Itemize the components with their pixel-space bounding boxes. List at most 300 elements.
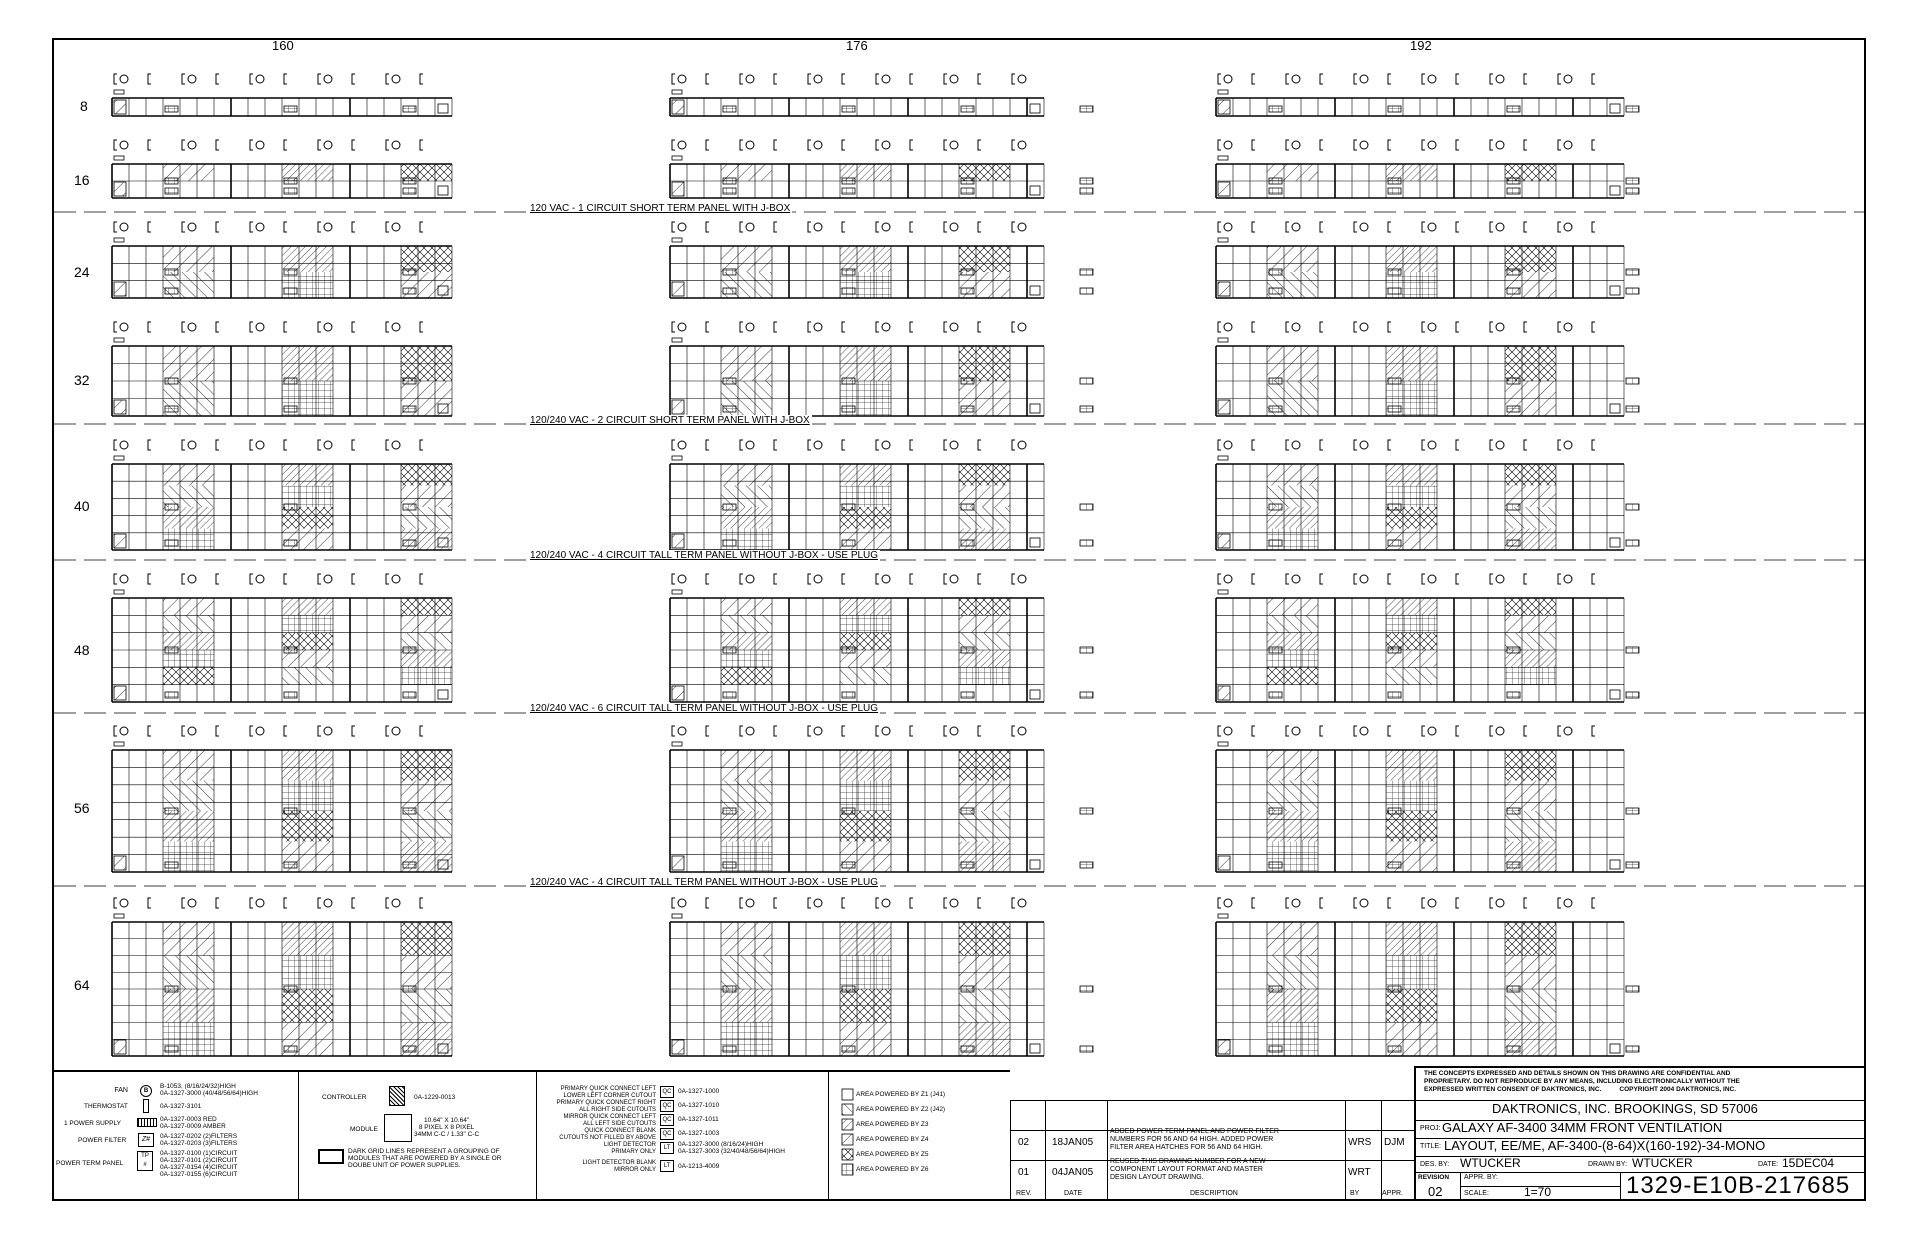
bracket-mark bbox=[978, 898, 981, 908]
bracket-mark bbox=[420, 440, 423, 450]
fan-icon bbox=[256, 323, 264, 331]
power-supply-icon bbox=[1507, 862, 1520, 868]
fan-icon bbox=[392, 575, 400, 583]
bracket-mark bbox=[1558, 322, 1561, 332]
fan-icon: B bbox=[140, 1085, 152, 1097]
thermostat-icon bbox=[672, 238, 682, 242]
fan-icon bbox=[1224, 441, 1232, 449]
fan-icon bbox=[1564, 223, 1572, 231]
power-supply-icon bbox=[842, 808, 855, 814]
fan-icon bbox=[746, 223, 754, 231]
bracket-mark bbox=[1320, 898, 1323, 908]
power-supply-icon bbox=[1626, 540, 1639, 546]
bracket-mark bbox=[876, 440, 879, 450]
power-supply-icon bbox=[961, 178, 974, 184]
thermostat-icon bbox=[143, 1099, 149, 1113]
power-area-hatch bbox=[1267, 750, 1318, 781]
fan-icon bbox=[814, 575, 822, 583]
bracket-mark bbox=[1218, 322, 1221, 332]
bracket-mark bbox=[216, 726, 219, 736]
power-area-hatch bbox=[401, 246, 452, 272]
power-supply-icon bbox=[1626, 862, 1639, 868]
project-name: GALAXY AF-3400 34MM FRONT VENTILATION bbox=[1442, 1120, 1723, 1135]
legend-light-detector-part: 0A-1327-3000 (8/16/24)HIGH 0A-1327-3003 (32/40/48/56/64)HIGH bbox=[678, 1141, 785, 1155]
power-supply-icon bbox=[403, 378, 416, 384]
term-panel-icon bbox=[1218, 856, 1230, 870]
fan-icon bbox=[950, 223, 958, 231]
power-supply-icon bbox=[1507, 106, 1520, 112]
power-supply-icon bbox=[1626, 692, 1639, 698]
fan-icon bbox=[188, 323, 196, 331]
bracket-mark bbox=[1218, 898, 1221, 908]
power-area-hatch bbox=[1386, 529, 1437, 551]
drafter: WTUCKER bbox=[1632, 1156, 1693, 1170]
bracket-mark bbox=[1592, 726, 1595, 736]
legend-thermostat-part: 0A-1327-3101 bbox=[160, 1103, 202, 1110]
power-supply-icon bbox=[403, 986, 416, 992]
bracket-mark bbox=[1388, 726, 1391, 736]
thermostat-icon bbox=[114, 338, 124, 342]
power-supply-icon bbox=[1269, 862, 1282, 868]
power-area-hatch bbox=[840, 750, 891, 781]
quick-connect-icon: QC bbox=[660, 1114, 674, 1126]
power-supply-icon bbox=[842, 504, 855, 510]
bracket-mark bbox=[352, 322, 355, 332]
bracket-mark bbox=[1388, 74, 1391, 84]
fan-icon bbox=[1292, 323, 1300, 331]
bracket-mark bbox=[944, 574, 947, 584]
power-area-hatch bbox=[1505, 750, 1556, 781]
bracket-mark bbox=[318, 322, 321, 332]
power-supply-icon bbox=[1080, 188, 1093, 194]
legend-qc-primary-right-part: 0A-1327-1010 bbox=[678, 1102, 720, 1109]
fan-icon bbox=[1224, 323, 1232, 331]
company-name: DAKTRONICS, INC. BROOKINGS, SD 57006 bbox=[1492, 1101, 1758, 1116]
bracket-mark bbox=[182, 574, 185, 584]
legend-dark-grid-note: DARK GRID LINES REPRESENT A GROUPING OF MODULES THAT ARE POWERED BY A SINGLE OR DOUBE UNIT OF POWER SUPPLIES. bbox=[348, 1148, 502, 1169]
power-supply-icon bbox=[1269, 288, 1282, 294]
bracket-mark bbox=[1592, 222, 1595, 232]
fan-icon bbox=[188, 575, 196, 583]
display-layout-4-1 bbox=[670, 440, 1093, 550]
power-supply-icon bbox=[284, 692, 297, 698]
bracket-mark bbox=[1286, 140, 1289, 150]
power-area-hatch bbox=[1505, 598, 1556, 615]
bracket-mark bbox=[148, 574, 151, 584]
bracket-mark bbox=[1456, 140, 1459, 150]
fan-icon bbox=[1292, 141, 1300, 149]
bracket-mark bbox=[1320, 140, 1323, 150]
quick-connect-icon bbox=[438, 186, 448, 195]
bracket-mark bbox=[1456, 74, 1459, 84]
display-layout-7-2 bbox=[1216, 898, 1639, 1056]
bracket-mark bbox=[148, 726, 151, 736]
fan-icon bbox=[1018, 323, 1026, 331]
light-detector-blank-icon: LT bbox=[660, 1160, 674, 1172]
legend-term-panel-part: 0A-1327-0100 (1)CIRCUIT 0A-1327-0101 (2)CIRCUIT 0A-1327-0154 (4)CIRCUIT 0A-1327-0155 (6)CIRCUIT bbox=[160, 1150, 238, 1178]
rev-col-line-2 bbox=[1107, 1101, 1108, 1201]
bracket-mark bbox=[1524, 898, 1527, 908]
power-supply-icon bbox=[1080, 692, 1093, 698]
term-panel-icon bbox=[1218, 100, 1230, 114]
power-supply-icon bbox=[1080, 808, 1093, 814]
fan-icon bbox=[324, 899, 332, 907]
power-supply-icon bbox=[1626, 986, 1639, 992]
bracket-mark bbox=[1592, 74, 1595, 84]
drawing-scale: 1=70 bbox=[1524, 1185, 1552, 1199]
bracket-mark bbox=[808, 898, 811, 908]
power-supply-icon bbox=[723, 269, 736, 275]
display-layout-2-1 bbox=[670, 222, 1093, 298]
legend-power-supply-label: 1 POWER SUPPLY bbox=[64, 1120, 121, 1127]
bracket-mark bbox=[420, 898, 423, 908]
divider-caption-1: 120 VAC - 1 CIRCUIT SHORT TERM PANEL WITH J-BOX bbox=[530, 203, 791, 214]
power-supply-icon bbox=[403, 106, 416, 112]
power-supply-icon bbox=[165, 288, 178, 294]
bracket-mark bbox=[672, 440, 675, 450]
power-supply-icon bbox=[1080, 269, 1093, 275]
bracket-mark bbox=[944, 140, 947, 150]
power-supply-icon bbox=[165, 178, 178, 184]
legend-power-filter-part: 0A-1327-0202 (2)FILTERS 0A-1327-0203 (3)FILTERS bbox=[160, 1133, 238, 1147]
quick-connect-icon bbox=[1030, 538, 1040, 547]
term-panel-icon bbox=[1218, 282, 1230, 296]
thermostat-icon bbox=[672, 914, 682, 918]
fan-icon bbox=[1428, 223, 1436, 231]
legend-area-z3: AREA POWERED BY Z3 bbox=[856, 1121, 929, 1128]
bracket-mark bbox=[1012, 322, 1015, 332]
bracket-mark bbox=[1218, 74, 1221, 84]
power-supply-icon bbox=[961, 986, 974, 992]
bracket-mark bbox=[910, 222, 913, 232]
bracket-mark bbox=[808, 440, 811, 450]
term-panel-icon bbox=[114, 856, 126, 870]
thermostat-icon bbox=[672, 338, 682, 342]
bracket-mark bbox=[774, 440, 777, 450]
fan-icon bbox=[1564, 75, 1572, 83]
bracket-mark bbox=[1524, 222, 1527, 232]
bracket-mark bbox=[1490, 140, 1493, 150]
fan-icon bbox=[882, 75, 890, 83]
display-layout-0-1 bbox=[670, 74, 1093, 116]
bracket-mark bbox=[774, 140, 777, 150]
power-supply-icon bbox=[1269, 378, 1282, 384]
bracket-mark bbox=[706, 726, 709, 736]
row-label-24: 24 bbox=[74, 264, 90, 280]
term-panel-icon bbox=[672, 400, 684, 414]
power-area-hatch bbox=[840, 598, 891, 615]
bracket-mark bbox=[420, 74, 423, 84]
tb-line-8 bbox=[1620, 1172, 1621, 1201]
display-layout-5-0 bbox=[112, 574, 452, 702]
bracket-mark bbox=[1456, 222, 1459, 232]
fan-icon bbox=[1224, 575, 1232, 583]
dark-grid-icon bbox=[318, 1149, 344, 1164]
bracket-mark bbox=[978, 322, 981, 332]
bracket-mark bbox=[1592, 440, 1595, 450]
power-supply-icon bbox=[1626, 106, 1639, 112]
power-area-hatch bbox=[282, 598, 333, 615]
drawing-number: 1329-E10B-217685 bbox=[1626, 1172, 1851, 1199]
bracket-mark bbox=[386, 74, 389, 84]
bracket-mark bbox=[114, 222, 117, 232]
power-supply-icon bbox=[1626, 808, 1639, 814]
display-layout-1-2 bbox=[1216, 140, 1639, 198]
thermostat-icon bbox=[1218, 456, 1228, 460]
quick-connect-icon bbox=[1030, 186, 1040, 195]
bracket-mark bbox=[420, 140, 423, 150]
power-supply-icon bbox=[1388, 540, 1401, 546]
power-supply-icon bbox=[961, 808, 974, 814]
power-supply-icon bbox=[1626, 269, 1639, 275]
power-supply-icon bbox=[842, 106, 855, 112]
bracket-mark bbox=[1422, 74, 1425, 84]
bracket-mark bbox=[250, 726, 253, 736]
power-supply-icon bbox=[961, 540, 974, 546]
bracket-mark bbox=[216, 140, 219, 150]
power-supply-icon bbox=[1388, 106, 1401, 112]
power-supply-icon bbox=[1626, 378, 1639, 384]
term-panel-icon bbox=[114, 282, 126, 296]
fan-icon bbox=[814, 323, 822, 331]
legend-divider-3 bbox=[828, 1072, 829, 1201]
bracket-mark bbox=[318, 726, 321, 736]
column-label-160: 160 bbox=[272, 38, 294, 53]
fan-icon bbox=[1224, 141, 1232, 149]
power-supply-icon bbox=[961, 378, 974, 384]
fan-icon bbox=[678, 323, 686, 331]
fan-icon bbox=[120, 75, 128, 83]
power-area-hatch bbox=[1386, 615, 1437, 632]
power-supply-icon bbox=[961, 647, 974, 653]
power-area-hatch bbox=[1267, 667, 1318, 684]
power-supply-icon bbox=[403, 808, 416, 814]
power-supply-icon bbox=[961, 288, 974, 294]
power-area-hatch bbox=[840, 464, 891, 486]
bracket-mark bbox=[1252, 74, 1255, 84]
power-supply-icon bbox=[165, 647, 178, 653]
bracket-mark bbox=[842, 74, 845, 84]
bracket-mark bbox=[352, 726, 355, 736]
bracket-mark bbox=[250, 574, 253, 584]
power-area-hatch bbox=[959, 246, 1010, 272]
power-area-hatch bbox=[959, 750, 1010, 781]
fan-icon bbox=[1428, 75, 1436, 83]
power-supply-icon bbox=[165, 406, 178, 412]
rev-01-by: WRT bbox=[1348, 1167, 1371, 1178]
term-panel-icon bbox=[1218, 686, 1230, 700]
fan-icon bbox=[1360, 223, 1368, 231]
fan-icon bbox=[882, 223, 890, 231]
bracket-mark bbox=[420, 322, 423, 332]
power-area-hatch bbox=[959, 615, 1010, 632]
power-area-hatch bbox=[282, 615, 333, 632]
display-layout-2-2 bbox=[1216, 222, 1639, 298]
fan-icon bbox=[392, 323, 400, 331]
fan-icon bbox=[950, 727, 958, 735]
bracket-mark bbox=[216, 574, 219, 584]
bracket-mark bbox=[706, 440, 709, 450]
bracket-mark bbox=[114, 322, 117, 332]
term-panel-icon bbox=[672, 856, 684, 870]
power-supply-icon bbox=[723, 808, 736, 814]
power-supply-icon bbox=[961, 862, 974, 868]
bracket-mark bbox=[182, 898, 185, 908]
fan-icon bbox=[1018, 141, 1026, 149]
quick-connect-icon bbox=[1610, 1044, 1620, 1053]
bracket-mark bbox=[420, 574, 423, 584]
power-supply-icon bbox=[1507, 378, 1520, 384]
bracket-mark bbox=[910, 726, 913, 736]
rev-header-rev: REV. bbox=[1016, 1190, 1032, 1197]
power-supply-icon bbox=[961, 1046, 974, 1052]
bracket-mark bbox=[1422, 140, 1425, 150]
thermostat-icon bbox=[672, 742, 682, 746]
fan-icon bbox=[1564, 141, 1572, 149]
power-supply-icon bbox=[1388, 986, 1401, 992]
bracket-mark bbox=[1012, 726, 1015, 736]
display-layout-0-2 bbox=[1216, 74, 1639, 116]
quick-connect-icon bbox=[1610, 538, 1620, 547]
thermostat-icon bbox=[672, 156, 682, 160]
display-layout-0-0 bbox=[112, 74, 452, 116]
quick-connect-icon bbox=[1610, 404, 1620, 413]
rev-header-description: DESCRIPTION bbox=[1190, 1190, 1238, 1197]
bracket-mark bbox=[386, 574, 389, 584]
bracket-mark bbox=[1012, 574, 1015, 584]
bracket-mark bbox=[1490, 898, 1493, 908]
thermostat-icon bbox=[114, 90, 124, 94]
power-area-hatch bbox=[721, 464, 772, 486]
rev-header-by: BY bbox=[1350, 1190, 1360, 1197]
bracket-mark bbox=[1218, 222, 1221, 232]
fan-icon bbox=[1224, 223, 1232, 231]
bracket-mark bbox=[352, 140, 355, 150]
bracket-mark bbox=[876, 574, 879, 584]
bracket-mark bbox=[774, 726, 777, 736]
bracket-mark bbox=[318, 74, 321, 84]
bracket-mark bbox=[1388, 322, 1391, 332]
term-panel-icon bbox=[1218, 400, 1230, 414]
legend-light-detector-blank-part: 0A-1213-4009 bbox=[678, 1163, 720, 1170]
fan-icon bbox=[324, 441, 332, 449]
power-supply-icon bbox=[1080, 504, 1093, 510]
legend-term-panel-label: POWER TERM PANEL bbox=[56, 1160, 124, 1167]
legend-qc-primary-left: PRIMARY QUICK CONNECT LEFT LOWER LEFT CORNER CUTOUT bbox=[560, 1086, 656, 1099]
power-supply-icon bbox=[165, 1046, 178, 1052]
fan-icon bbox=[1428, 727, 1436, 735]
thermostat-icon bbox=[1218, 914, 1228, 918]
divider-caption-5: 120/240 VAC - 4 CIRCUIT TALL TERM PANEL WITHOUT J-BOX - USE PLUG bbox=[530, 877, 879, 888]
bracket-mark bbox=[876, 726, 879, 736]
power-supply-icon bbox=[403, 692, 416, 698]
bracket-mark bbox=[910, 322, 913, 332]
bracket-mark bbox=[944, 898, 947, 908]
power-supply-icon bbox=[723, 504, 736, 510]
bracket-mark bbox=[114, 726, 117, 736]
power-supply-icon bbox=[842, 862, 855, 868]
revision-row-1 bbox=[1011, 1101, 1415, 1131]
bracket-mark bbox=[1558, 726, 1561, 736]
fan-icon bbox=[256, 223, 264, 231]
bracket-mark bbox=[1286, 322, 1289, 332]
bracket-mark bbox=[1456, 440, 1459, 450]
bracket-mark bbox=[1354, 222, 1357, 232]
bracket-mark bbox=[250, 898, 253, 908]
bracket-mark bbox=[876, 222, 879, 232]
bracket-mark bbox=[672, 140, 675, 150]
fan-icon bbox=[1360, 575, 1368, 583]
power-supply-icon bbox=[165, 862, 178, 868]
power-supply-icon bbox=[961, 106, 974, 112]
power-supply-icon bbox=[1626, 288, 1639, 294]
power-supply-icon bbox=[1507, 540, 1520, 546]
power-supply-icon bbox=[284, 986, 297, 992]
power-supply-icon bbox=[1269, 692, 1282, 698]
power-supply-icon bbox=[284, 647, 297, 653]
fan-icon bbox=[1018, 75, 1026, 83]
quick-connect-icon bbox=[1610, 186, 1620, 195]
power-supply-icon bbox=[1269, 1046, 1282, 1052]
power-area-hatch bbox=[1386, 750, 1437, 781]
power-supply-icon bbox=[1080, 647, 1093, 653]
power-supply-icon bbox=[1507, 178, 1520, 184]
bracket-mark bbox=[1354, 140, 1357, 150]
legend-divider-1 bbox=[298, 1072, 299, 1201]
bracket-mark bbox=[876, 74, 879, 84]
bracket-mark bbox=[910, 440, 913, 450]
bracket-mark bbox=[1558, 74, 1561, 84]
fan-icon bbox=[1496, 141, 1504, 149]
bracket-mark bbox=[978, 74, 981, 84]
power-supply-icon bbox=[723, 178, 736, 184]
fan-icon bbox=[950, 441, 958, 449]
term-panel-icon bbox=[114, 100, 126, 114]
bracket-mark bbox=[808, 574, 811, 584]
thermostat-icon bbox=[114, 456, 124, 460]
power-supply-icon bbox=[723, 106, 736, 112]
fan-icon bbox=[678, 727, 686, 735]
power-supply-icon bbox=[1388, 1046, 1401, 1052]
thermostat-icon bbox=[1218, 742, 1228, 746]
row-label-32: 32 bbox=[74, 372, 90, 388]
bracket-mark bbox=[148, 140, 151, 150]
controller-icon bbox=[389, 1086, 405, 1106]
power-area-hatch bbox=[1267, 615, 1318, 632]
bracket-mark bbox=[182, 74, 185, 84]
fan-icon bbox=[950, 141, 958, 149]
bracket-mark bbox=[944, 726, 947, 736]
bracket-mark bbox=[706, 574, 709, 584]
power-supply-icon bbox=[842, 288, 855, 294]
bracket-mark bbox=[1558, 140, 1561, 150]
power-supply-icon bbox=[1269, 269, 1282, 275]
row-label-16: 16 bbox=[74, 172, 90, 188]
power-supply-icon bbox=[723, 188, 736, 194]
thermostat-icon bbox=[114, 590, 124, 594]
power-supply-icon bbox=[1507, 986, 1520, 992]
power-supply-icon bbox=[961, 504, 974, 510]
fan-icon bbox=[392, 141, 400, 149]
bracket-mark bbox=[1388, 140, 1391, 150]
bracket-mark bbox=[1558, 222, 1561, 232]
fan-icon bbox=[188, 75, 196, 83]
column-label-176: 176 bbox=[846, 38, 868, 53]
power-supply-icon bbox=[723, 540, 736, 546]
power-area-hatch bbox=[721, 750, 772, 781]
power-supply-icon bbox=[842, 647, 855, 653]
display-layout-3-0 bbox=[112, 322, 452, 416]
